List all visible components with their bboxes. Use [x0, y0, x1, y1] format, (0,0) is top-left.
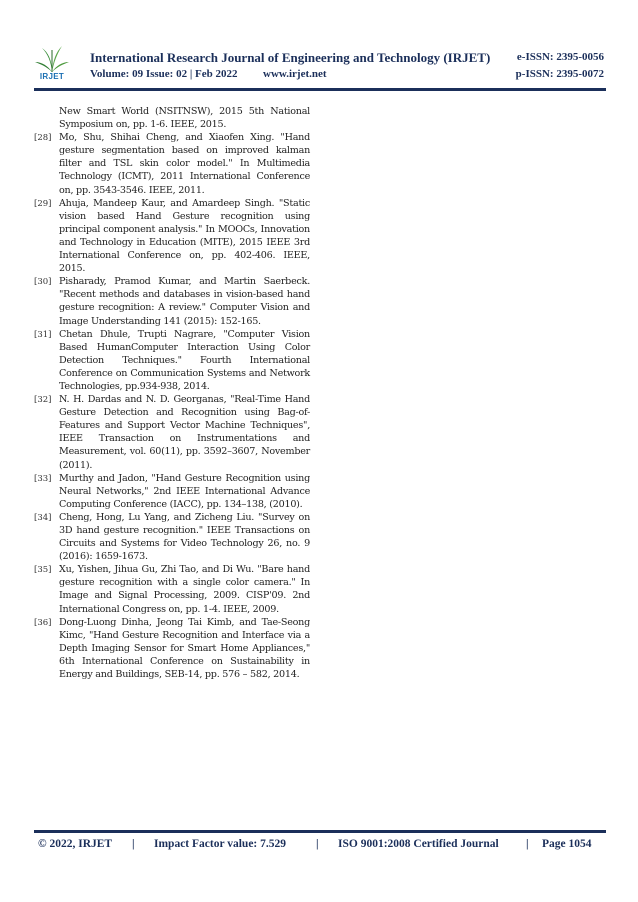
footer-divider: [34, 830, 606, 833]
reference-number: [29]: [34, 198, 52, 209]
reference-text: Mo, Shu, Shihai Cheng, and Xiaofen Xing. "Hand gesture segmentation based on improved kalman filter and TSL skin color model." In Multimedia Technology (ICMT), 2011 International Conference on, pp. 3543-3546. IEEE, 2011.: [59, 132, 310, 196]
leaf-logo-icon: [34, 44, 70, 74]
reference-text: N. H. Dardas and N. D. Georganas, "Real-Time Hand Gesture Detection and Recognition using Bag-of-Features and Support Vector Machine Techniques", IEEE Transaction on Instrumentations and Measurement, vol. 60(11), pp. 3592–3607, November (2011).: [59, 394, 310, 471]
reference-number: [36]: [34, 617, 52, 628]
reference-item: [34, 563, 310, 615]
page-header: [34, 44, 606, 86]
reference-text: Xu, Yishen, Jihua Gu, Zhi Tao, and Di Wu. "Bare hand gesture recognition with a single color camera." In Image and Signal Processing, 2009. CISP'09. 2nd International Congress on, pp. 1-4. IEEE, 2009.: [59, 564, 310, 615]
reference-number: [35]: [34, 565, 52, 576]
reference-item: [34, 393, 310, 472]
reference-text: Dong-Luong Dinha, Jeong Tai Kimb, and Tae-Seong Kimc, "Hand Gesture Recognition and Interface via a Depth Imaging Sensor for Smart Home Appliances," 6th International Conference on Sustainability in Energy and Buildings, SEB-14, pp. 576 – 582, 2014.: [59, 616, 310, 681]
reference-number: [30]: [34, 277, 52, 288]
footer-impact-factor: Impact Factor value: 7.529: [154, 838, 287, 850]
journal-title: International Research Journal of Engineering and Technology (IRJET): [90, 50, 491, 65]
reference-text: Ahuja, Mandeep Kaur, and Amardeep Singh. "Static vision based Hand Gesture recognition using principal component analysis." In MOOCs, Innovation and Technology in Education (MITE), 2015 IEEE 3rd International Conference on, pp. 402-406. IEEE, 2015.: [59, 197, 310, 275]
reference-item: [34, 275, 310, 327]
reference-number: [33]: [34, 473, 52, 484]
reference-list: [34, 105, 310, 681]
reference-text: Cheng, Hong, Lu Yang, and Zicheng Liu. "Survey on 3D hand gesture recognition." IEEE Transactions on Circuits and Systems for Video Technology 26, no. 9 (2016): 1659-1673.: [59, 511, 310, 563]
reference-text: Murthy and Jadon, "Hand Gesture Recognition using Neural Networks," 2nd IEEE International Advance Computing Conference (IACC), pp. 134–138, (2010).: [59, 472, 310, 510]
footer-separator: |: [526, 838, 529, 850]
reference-item: [34, 197, 310, 276]
volume-issue: Volume: 09 Issue: 02 | Feb 2022: [90, 68, 238, 80]
reference-item: [34, 131, 310, 196]
reference-item: [34, 105, 310, 131]
reference-number: [32]: [34, 395, 52, 406]
reference-number: [31]: [34, 329, 52, 340]
footer-page-number: Page 1054: [542, 838, 592, 850]
reference-text: Pisharady, Pramod Kumar, and Martin Saerbeck. "Recent methods and databases in vision-based hand gesture recognition: A review." Computer Vision and Image Understanding 141 (2015): 152-165.: [59, 276, 310, 327]
header-divider: [34, 88, 606, 91]
page-footer: [38, 838, 606, 854]
reference-text: New Smart World (NSITNSW), 2015 5th National Symposium on, pp. 1-6. IEEE, 2015.: [59, 106, 310, 131]
p-issn: p-ISSN: 2395-0072: [515, 68, 604, 80]
journal-website-link[interactable]: www.irjet.net: [263, 68, 327, 80]
footer-copyright: © 2022, IRJET: [38, 838, 113, 850]
reference-item: [34, 472, 310, 511]
footer-separator: |: [316, 838, 319, 850]
reference-number: [28]: [34, 133, 52, 144]
reference-item: [34, 328, 310, 393]
footer-iso: ISO 9001:2008 Certified Journal: [338, 838, 499, 850]
reference-item: [34, 616, 310, 681]
reference-number: [34]: [34, 512, 52, 523]
journal-logo: [34, 44, 70, 84]
logo-text: IRJET: [39, 72, 65, 81]
e-issn: e-ISSN: 2395-0056: [516, 51, 604, 63]
reference-item: [34, 511, 310, 563]
footer-separator: |: [132, 838, 135, 850]
reference-text: Chetan Dhule, Trupti Nagrare, "Computer Vision Based HumanComputer Interaction Using Color Detection Techniques." Fourth International Conference on Communication Systems and Network Technologies, pp.934-938, 2014.: [59, 328, 310, 392]
